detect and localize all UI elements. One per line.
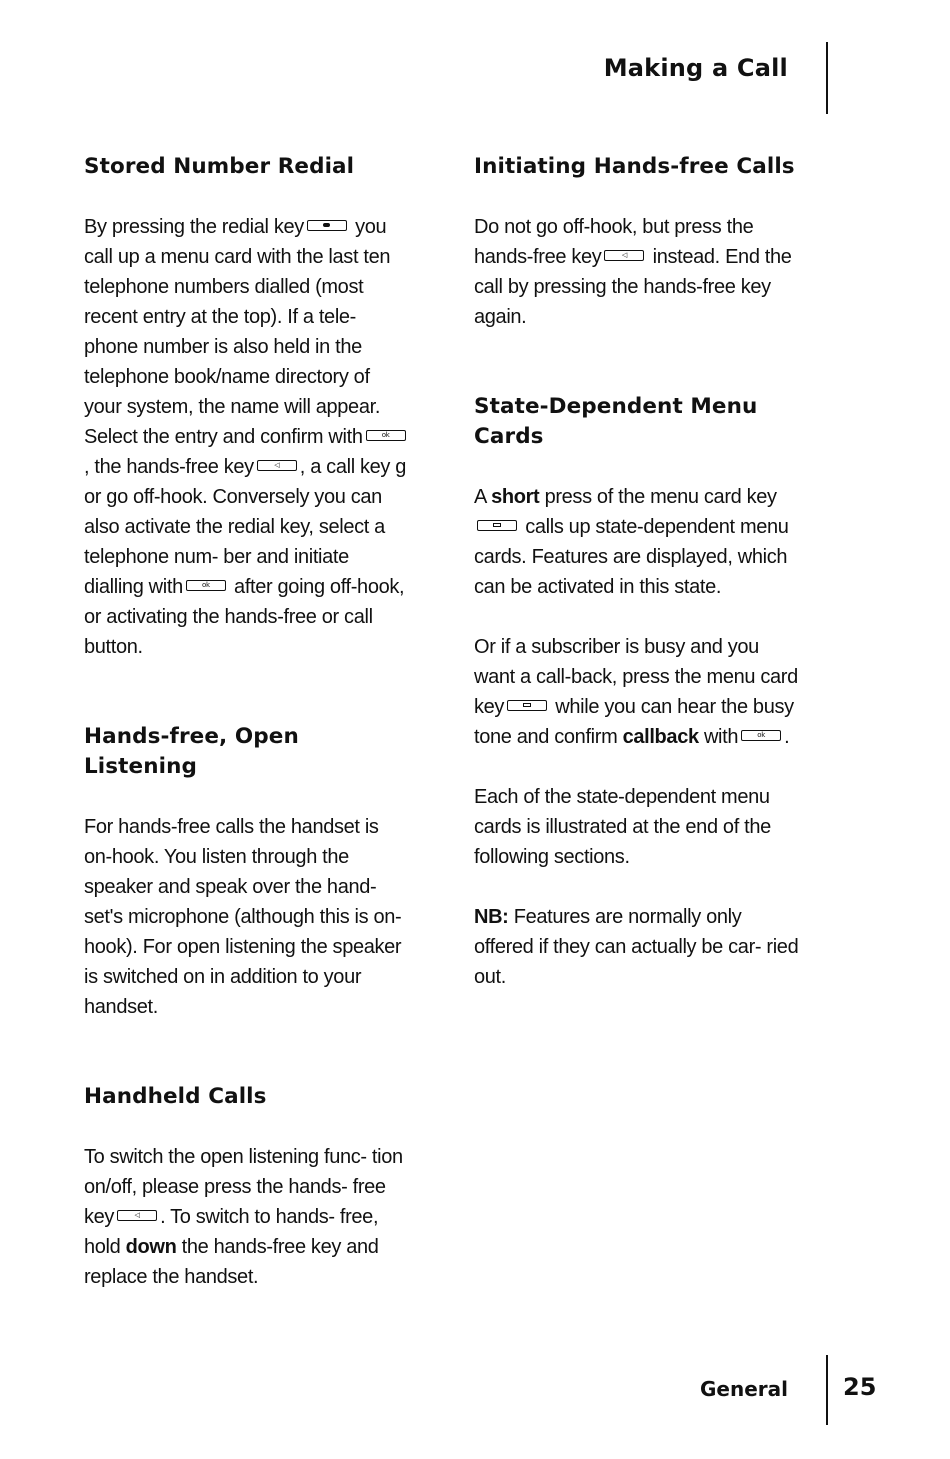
body-text: press of the menu card key — [539, 486, 777, 508]
body-text: . — [784, 726, 790, 748]
section-body — [474, 902, 804, 992]
body-text: instead. End the call by pressing the hands-free key again. — [474, 246, 792, 328]
section-hands-free-open-listening — [84, 722, 410, 1022]
redial-key-icon — [307, 220, 347, 231]
section-body — [474, 482, 804, 602]
section-body — [84, 212, 410, 662]
section-handheld-calls — [84, 1082, 410, 1292]
bold-text: NB: — [474, 906, 509, 928]
page-header-title: Making a Call — [603, 54, 788, 82]
ok-key-icon — [366, 430, 406, 441]
ok-key-icon — [186, 580, 226, 591]
menu-card-key-icon — [507, 700, 547, 711]
header-divider — [826, 42, 828, 114]
body-text: while you can hear the busy tone and confirm — [474, 696, 794, 748]
body-text: after going off-hook, or activating the hands-free or call button. — [84, 576, 405, 658]
body-text: Or if a subscriber is busy and you want a call-back, press the menu card key — [474, 636, 798, 718]
page-number: 25 — [843, 1373, 877, 1401]
body-text: calls up state-dependent menu cards. Features are displayed, which can be activated in this state. — [474, 516, 789, 598]
section-body: For hands-free calls the handset is on-hook. You listen through the speaker and speak over the hand- set's microphone (although this is on-hook). For open listening the speaker is switched on in addition to your handset. — [84, 816, 402, 1018]
bold-text: down — [125, 1236, 177, 1258]
body-text: . To switch to hands- free, hold — [84, 1206, 379, 1258]
bold-text: short — [491, 486, 540, 508]
body-text: Features are normally only offered if they can actually be car- ried out. — [474, 906, 799, 988]
bold-text: callback — [622, 726, 699, 748]
body-text: To switch the open listening func- tion on/off, please press the hands- free key — [84, 1146, 403, 1228]
footer-divider — [826, 1355, 828, 1425]
ok-key-icon — [741, 730, 781, 741]
section-heading: Initiating Hands-free Calls — [474, 154, 795, 179]
handsfree-key-icon — [257, 460, 297, 471]
right-column — [474, 152, 804, 1052]
menu-card-key-icon — [477, 520, 517, 531]
section-heading: Hands-free, Open Listening — [84, 724, 299, 779]
body-text: By pressing the redial key — [84, 216, 304, 238]
section-heading: State-Dependent Menu Cards — [474, 394, 758, 449]
section-body: Each of the state-dependent menu cards is illustrated at the end of the following sections. — [474, 786, 771, 868]
body-text: A — [474, 486, 492, 508]
section-stored-number-redial — [84, 152, 410, 662]
body-text: with — [698, 726, 739, 748]
handsfree-key-icon — [604, 250, 644, 261]
body-text: you call up a menu card with the last ten telephone numbers dialled (most recent entry at the top). If a tele- phone number is also held in the telephone book/name directory of your system, the name will appear. Select the entry and confirm with — [84, 216, 391, 448]
section-initiating-hands-free-calls — [474, 152, 804, 332]
footer-section-label: General — [700, 1377, 788, 1401]
handsfree-key-icon — [117, 1210, 157, 1221]
body-text: , the hands-free key — [84, 456, 254, 478]
body-text: Do not go off-hook, but press the hands-free key — [474, 216, 754, 268]
section-body — [84, 1142, 410, 1292]
section-heading: Handheld Calls — [84, 1084, 267, 1109]
body-text: the hands-free key and replace the handset. — [84, 1236, 379, 1288]
section-body — [474, 212, 804, 332]
section-state-dependent-menu-cards — [474, 392, 804, 992]
section-body — [474, 632, 804, 752]
left-column — [84, 152, 410, 1352]
section-heading: Stored Number Redial — [84, 154, 355, 179]
body-text: , a call key g or go off-hook. Conversely you can also activate the redial key, select a telephone num- ber and initiate dialling with — [84, 456, 407, 598]
